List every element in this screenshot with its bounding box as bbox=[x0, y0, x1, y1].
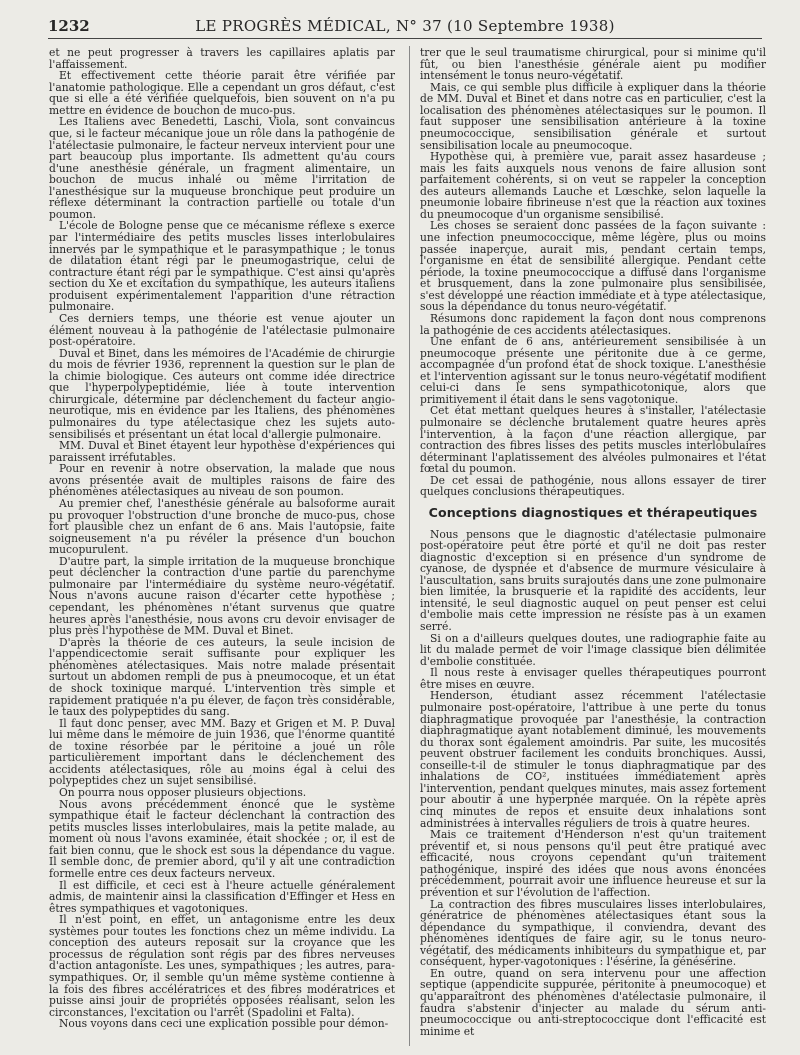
paragraph: MM. Duval et Binet étayent leur hypothèse d'expériences qui paraissent irréfutables. bbox=[49, 439, 395, 464]
paragraph: Les choses se seraient donc passées de la façon suivante : une infection pneumococcique, même légère, plus ou moins passée inaperçue, aurait mis, pendant certain temps, l'organisme en état de sensibilité allergique. Pendant cette période, la toxine pneumococcique a diffusé dans l'organisme et brusquement, dans la zone pulmonaire plus sensibilisée, s'est développé une réaction immédiate et à type atélectasique, sous la dépendance du tonus neuro-végétatif. bbox=[420, 219, 766, 314]
paragraph: Il n'est point, en effet, un antagonisme entre les deux systèmes pour toutes les fonctions chez un même individu. La conception des auteurs reposait sur la croyance que les processus de régulation sont régis par des fibres nerveuses d'action antagoniste. Les unes, sympathiques ; les autres, para-sympathiques. Or, il semble qu'un même système contienne à la fois des fibres accélératrices et des fibres modératrices et puisse ainsi jouir de propriétés opposées réalisant, selon les circonstances, l'excitation ou l'arrêt (Spadolini et Falta). bbox=[49, 913, 395, 1019]
paragraph: Nous pensons que le diagnostic d'atélectasie pulmonaire post-opératoire peut être porté et qu'il ne doit pas rester diagnostic d'exception si en présence d'un syndrome de cyanose, de dyspnée et d'absence de murmure vésiculaire à l'auscultation, sans bruits surajoutés dans une zone pulmonaire bien limitée, la brusquerie et la rapidité des accidents, leur intensité, le seul diagnostic auquel on peut penser est celui d'embolie mais cette impression ne résiste pas à un examen serré. bbox=[420, 527, 766, 633]
paragraph: D'après la théorie de ces auteurs, la seule incision de l'appendicectomie serait suffisante pour expliquer les phénomènes atélectasiques. Mais notre malade présentait surtout un abdomen rempli de pus à pneumocoque, et un état de shock toxinique marqué. L'intervention très simple et rapidement pratiquée n'a pu élever, de façon très considérable, le taux des polypeptides du sang. bbox=[49, 635, 395, 719]
left-column bbox=[49, 47, 395, 1030]
page-header bbox=[48, 13, 762, 39]
paragraph: Hypothèse qui, à première vue, parait assez hasardeuse ; mais les faits auxquels nous venons de faire allusion sont parfaitement cohérents, si on veut se rappeler la conception des auteurs allemands Lauche et Lœschke, selon laquelle la pneumonie lobaire fibrineuse n'est que la réaction aux toxines du pneumocoque d'un organisme sensibilisé. bbox=[420, 150, 766, 221]
paragraph: La contraction des fibres musculaires lisses interlobulaires, génératrice de phénomènes atélectasiques étant sous la dépendance du sympathique, il conviendra, devant des phénomènes identiques de faire agir, su le tonus neuro-végétatif, des médicaments inhibiteurs du sympathique et, par conséquent, hyper-vagotoniques : l'ésérine, la génésérine. bbox=[420, 897, 766, 969]
paragraph: Au premier chef, l'anesthésie générale au balsoforme aurait pu provoquer l'obstruction d'une bronche de muco-pus, chose fort plausible chez un enfant de 6 ans. Mais l'autopsie, faite soigneusement n'a pu révéler la présence d'un bouchon mucopurulent. bbox=[49, 496, 395, 557]
paragraph: Duval et Binet, dans les mémoires de l'Académie de chirurgie du mois de février 1936, reprennent la question sur le plan de la chimie biologique. Ces auteurs ont comme idée directrice que l'hyperpolypeptidémie, liée à toute intervention chirurgicale, détermine par déclenchement du facteur angio-neurotique, mis en évidence par les Italiens, des phénomènes pulmonaires du type atélectasique chez les sujets auto-sensibilisés et présentant un état local d'allergie pulmonaire. bbox=[49, 346, 395, 441]
paragraph: D'autre part, la simple irritation de la muqueuse bronchique peut déclencher la contraction d'une partie du parenchyme pulmonaire par l'intermédiaire du système neuro-végétatif. Nous n'avons aucune raison d'écarter cette hypothèse ; cependant, les phénomènes n'étant survenus que quatre heures après l'anesthésie, nous avons cru devoir envisager de plus près l'hypothèse de MM. Duval et Binet. bbox=[49, 554, 395, 638]
paragraph: Cet état mettant quelques heures à s'installer, l'atélectasie pulmonaire se déclenche brutalement quatre heures après l'intervention, à la façon d'une réaction allergique, par contraction des fibres lisses des petits muscles interlobulaires déterminant l'aplatissement des alvéoles pulmonaires et l'état fœtal du poumon. bbox=[420, 404, 766, 476]
paragraph: et ne peut progresser à travers les capillaires aplatis par l'affaissement. bbox=[49, 46, 395, 71]
paragraph: Nous avons précédemment énoncé que le système sympathique était le facteur déclenchant la contraction des petits muscles lisses interlobulaires, mais la petite malade, au moment où nous l'avons examinée, était shockée ; or, il est de fait bien connu, que le shock est sous la dépendance du vague. Il semble donc, de premier abord, qu'il y ait une contradiction formelle entre ces deux facteurs nerveux. bbox=[49, 797, 395, 880]
paragraph: Une enfant de 6 ans, antérieurement sensibilisée à un pneumocoque présente une péritonite due à ce germe, accompagnée d'un profond état de shock toxique. L'anesthésie et l'intervention agissant sur le tonus neuro-végétatif modifient celui-ci dans le sens sympathicotonique, alors que primitivement il était dans le sens vagotonique. bbox=[420, 335, 766, 406]
paragraph: Et effectivement cette théorie parait être vérifiée par l'anatomie pathologique. Elle a cependant un gros défaut, c'est que si elle a été vérifiée quelquefois, bien souvent on n'a pu mettre en évidence de bouchon de muco-pus. bbox=[49, 69, 395, 117]
section-heading: Conceptions diagnostiques et thérapeutiques bbox=[428, 504, 758, 520]
paragraph: On pourra nous opposer plusieurs objections. bbox=[59, 786, 307, 799]
header-rule bbox=[48, 38, 762, 39]
paragraph: Ces derniers temps, une théorie est venue ajouter un élément nouveau à la pathogénie de l'atélectasie pulmonaire post-opératoire. bbox=[49, 311, 395, 349]
paragraph: Il nous reste à envisager quelles thérapeutiques pourront être mises en œuvre. bbox=[420, 666, 766, 691]
paragraph: Il est difficile, et ceci est à l'heure actuelle généralement admis, de maintenir ainsi la classification d'Effinger et Hess en êtres sympathiques et vagotoniques. bbox=[49, 878, 395, 915]
paragraph: De cet essai de pathogénie, nous allons essayer de tirer quelques conclusions thérapeutiques. bbox=[420, 473, 766, 499]
paragraph: L'école de Bologne pense que ce mécanisme réflexe s exerce par l'intermédiaire des petits muscles lisses interlobulaires innervés par le sympathique et le parasympathique ; le tonus de dilatation étant régi par le pneumogastrique, celui de contracture étant régi par le sympathique. C'est ainsi qu'après section du Xe et excitation du sympathique, les auteurs italiens produisent expérimentalement l'apparition d'une rétraction pulmonaire. bbox=[49, 219, 395, 314]
column-divider bbox=[409, 46, 410, 1046]
paragraph: Résumons donc rapidement la façon dont nous comprenons la pathogénie de ces accidents atélectasiques. bbox=[420, 311, 766, 337]
paragraph: Henderson, étudiant assez récemment l'atélectasie pulmonaire post-opératoire, l'attribue à une perte du tonus diaphragmatique provoquée par l'anesthésie, la contraction diaphragmatique ayant notablement diminué, les mouvements du thorax sont également amoindris. Par suite, les mucosités peuvent obstruer facilement les conduits bronchiques. Aussi, conseille-t-il de stimuler le tonus diaphragmatique par des inhalations de CO², instituées immédiatement après l'intervention, pendant quelques minutes, mais assez fortement pour aboutir à une hyperpnée marquée. On la répète après cinq minutes de repos et ensuite deux inhalations sont administrées à intervalles réguliers de trois à quatre heures. bbox=[420, 689, 766, 830]
paragraph: Mais ce traitement d'Henderson n'est qu'un traitement préventif et, si nous pensons qu'il peut être pratiqué avec efficacité, nous croyons cependant qu'un traitement pathogénique, inspiré des idées que nous avons énoncées précédemment, pourrait avoir une influence heureuse et sur la prévention et sur l'évolution de l'affection. bbox=[420, 828, 766, 899]
running-title: LE PROGRÈS MÉDICAL, N° 37 (10 Septembre 1938) bbox=[195, 17, 615, 35]
paragraph: Si on a d'ailleurs quelques doutes, une radiographie faite au lit du malade permet de voir l'image classique bien délimitée d'embolie constituée. bbox=[420, 631, 766, 668]
paragraph: Mais, ce qui semble plus difficile à expliquer dans la théorie de MM. Duval et Binet et dans notre cas en particulier, c'est la localisation des phénomènes atélectasiques sur le poumon. Il faut supposer une sensibilisation antérieure à la toxine pneumococcique, sensibilisation générale et surtout sensibilisation locale au pneumocoque. bbox=[420, 80, 766, 152]
right-column bbox=[420, 47, 766, 1037]
paragraph: Il faut donc penser, avec MM. Bazy et Grigen et M. P. Duval lui même dans le mémoire de juin 1936, que l'énorme quantité de toxine résorbée par le péritoine a joué un rôle particulièrement important dans le déclenchement des accidents atélectasiques, rôle au moins égal à celui des polypeptides chez un sujet sensibilisé. bbox=[49, 716, 395, 788]
paragraph: En outre, quand on sera intervenu pour une affection septique (appendicite suppurée, péritonite à pneumocoque) et qu'apparaîtront des phénomènes d'atélectasie pulmonaire, il faudra s'abstenir d'injecter au malade du sérum anti-pneumococcique ou anti-streptococcique dont l'efficacité est minime et bbox=[420, 966, 766, 1038]
paragraph: Pour en revenir à notre observation, la malade que nous avons présentée avait de multiples raisons de faire des phénomènes atélectasiques au niveau de son poumon. bbox=[49, 462, 395, 499]
paragraph: trer que le seul traumatisme chirurgical, pour si minime qu'il fût, ou bien l'anesthésie générale aient pu modifier intensément le tonus neuro-végétatif. bbox=[420, 46, 766, 83]
paragraph: Les Italiens avec Benedetti, Laschi, Viola, sont convaincus que, si le facteur mécanique joue un rôle dans la pathogénie de l'atélectasie pulmonaire, le facteur nerveux intervient pour une part beaucoup plus importante. Ils admettent qu'au cours d'une anesthésie générale, un fragment alimentaire, un bouchon de mucus inhalé ou même l'irritation de l'anesthésique sur la muqueuse bronchique peut produire un réflexe déterminant la contraction partielle ou totale d'un poumon. bbox=[49, 115, 395, 221]
page-number: 1232 bbox=[48, 17, 90, 35]
paragraph: Nous voyons dans ceci une explication possible pour démon- bbox=[59, 1017, 389, 1031]
